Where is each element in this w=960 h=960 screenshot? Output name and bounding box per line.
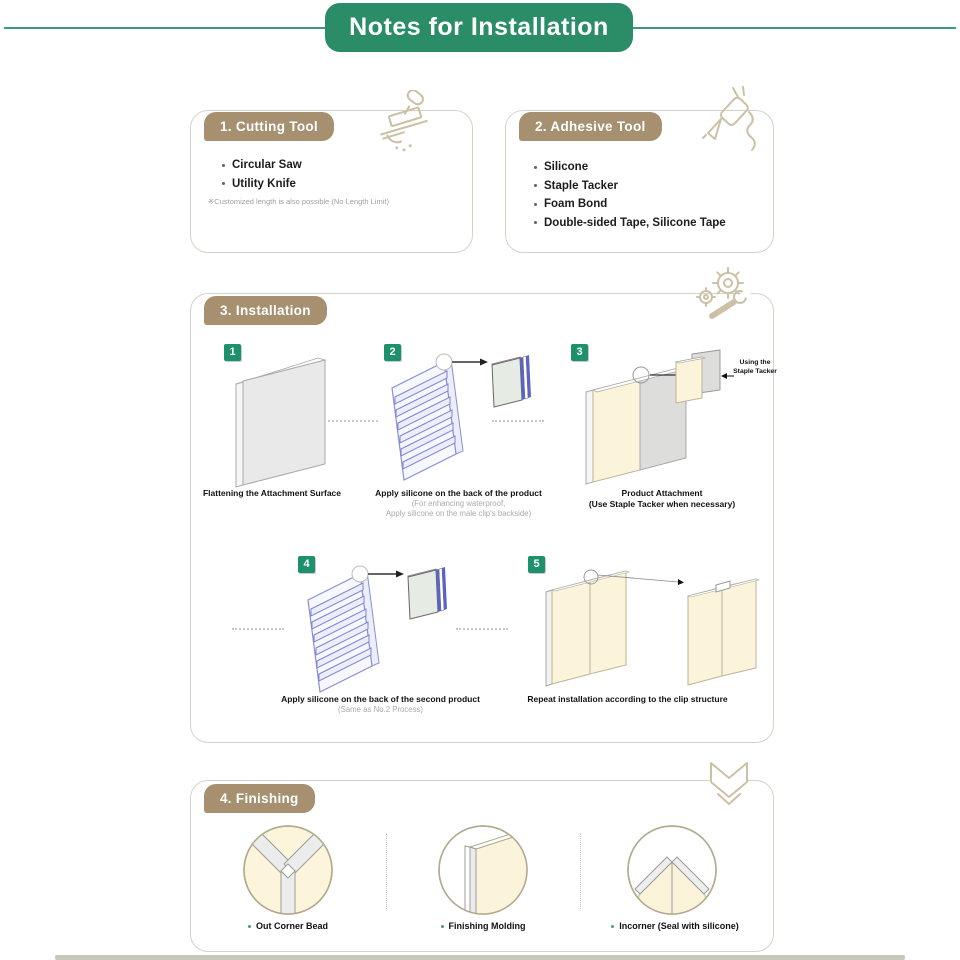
tool-item-label: Staple Tacker <box>544 179 618 192</box>
tool-item <box>222 175 302 194</box>
incorner-illustration <box>625 823 719 917</box>
dotted-separator <box>328 420 378 422</box>
dotted-separator <box>492 420 544 422</box>
step-badge: 2 <box>384 344 401 361</box>
bottom-strip <box>55 955 905 960</box>
step-caption: Apply silicone on the back of the second product (Same as No.2 Process) <box>281 694 480 714</box>
section-label-cutting: 1. Cutting Tool <box>204 112 334 141</box>
finishing-item <box>409 921 557 931</box>
tool-item <box>534 214 726 233</box>
step-caption: Product Attachment (Use Staple Tacker when necessary) <box>588 488 736 509</box>
section-label-installation: 3. Installation <box>204 296 327 325</box>
tool-item <box>534 195 726 214</box>
glue-tube-icon <box>698 86 762 156</box>
step-caption: Flattening the Attachment Surface <box>202 488 342 498</box>
dotted-separator <box>456 628 508 630</box>
step-1-panel-illustration <box>230 350 342 488</box>
tool-item-label: Circular Saw <box>232 159 302 172</box>
tool-item-label: Foam Bond <box>544 198 608 211</box>
finishing-item <box>214 921 362 931</box>
gears-wrench-icon <box>690 264 756 326</box>
finishing-item-label: Out Corner Bead <box>255 921 328 931</box>
tool-item <box>222 156 302 175</box>
step-4-silicone-illustration <box>296 564 456 704</box>
tool-item <box>534 177 726 196</box>
cutting-tool-list <box>222 156 302 193</box>
dotted-divider <box>580 833 581 909</box>
finishing-item-label: Incorner (Seal with silicone) <box>619 921 739 931</box>
bullet-dot <box>534 203 537 206</box>
step-2-silicone-illustration <box>380 352 540 492</box>
corner-bead-icon <box>702 756 756 816</box>
step-caption: Apply silicone on the back of the product (For enhancing waterproof, Apply silicone on the male clip's backside) <box>375 488 542 518</box>
tool-item <box>534 158 726 177</box>
bullet-dot <box>222 164 225 167</box>
adhesive-tool-list <box>534 158 726 232</box>
dotted-divider <box>386 833 387 909</box>
section-label-finishing: 4. Finishing <box>204 784 315 813</box>
bullet-dot <box>534 166 537 169</box>
bullet-dot <box>534 221 537 224</box>
circular-saw-icon <box>372 90 436 154</box>
step-badge: 1 <box>224 344 241 361</box>
staple-tacker-annotation: Using the Staple Tacker <box>733 359 777 375</box>
tool-item-label: Double-sided Tape, Silicone Tape <box>544 216 726 229</box>
finishing-molding-illustration <box>436 823 530 917</box>
bullet-dot <box>248 925 251 928</box>
tool-item-label: Utility Knife <box>232 177 296 190</box>
finishing-item-label: Finishing Molding <box>448 921 526 931</box>
section-label-adhesive: 2. Adhesive Tool <box>519 112 662 141</box>
out-corner-bead-illustration <box>241 823 335 917</box>
tool-item-label: Silicone <box>544 161 589 174</box>
step-badge: 4 <box>298 556 315 573</box>
bullet-dot <box>534 184 537 187</box>
bullet-dot <box>441 925 444 928</box>
length-note: ※Customized length is also possible (No Length Limit) <box>208 197 389 206</box>
bullet-dot <box>611 925 614 928</box>
step-badge: 5 <box>528 556 545 573</box>
bullet-dot <box>222 182 225 185</box>
finishing-item <box>590 921 760 931</box>
dotted-separator <box>232 628 284 630</box>
page-title: Notes for Installation <box>325 3 633 52</box>
step-5-repeat-illustration <box>540 560 765 698</box>
step-caption: Repeat installation according to the clip structure <box>527 694 728 704</box>
step-badge: 3 <box>571 344 588 361</box>
